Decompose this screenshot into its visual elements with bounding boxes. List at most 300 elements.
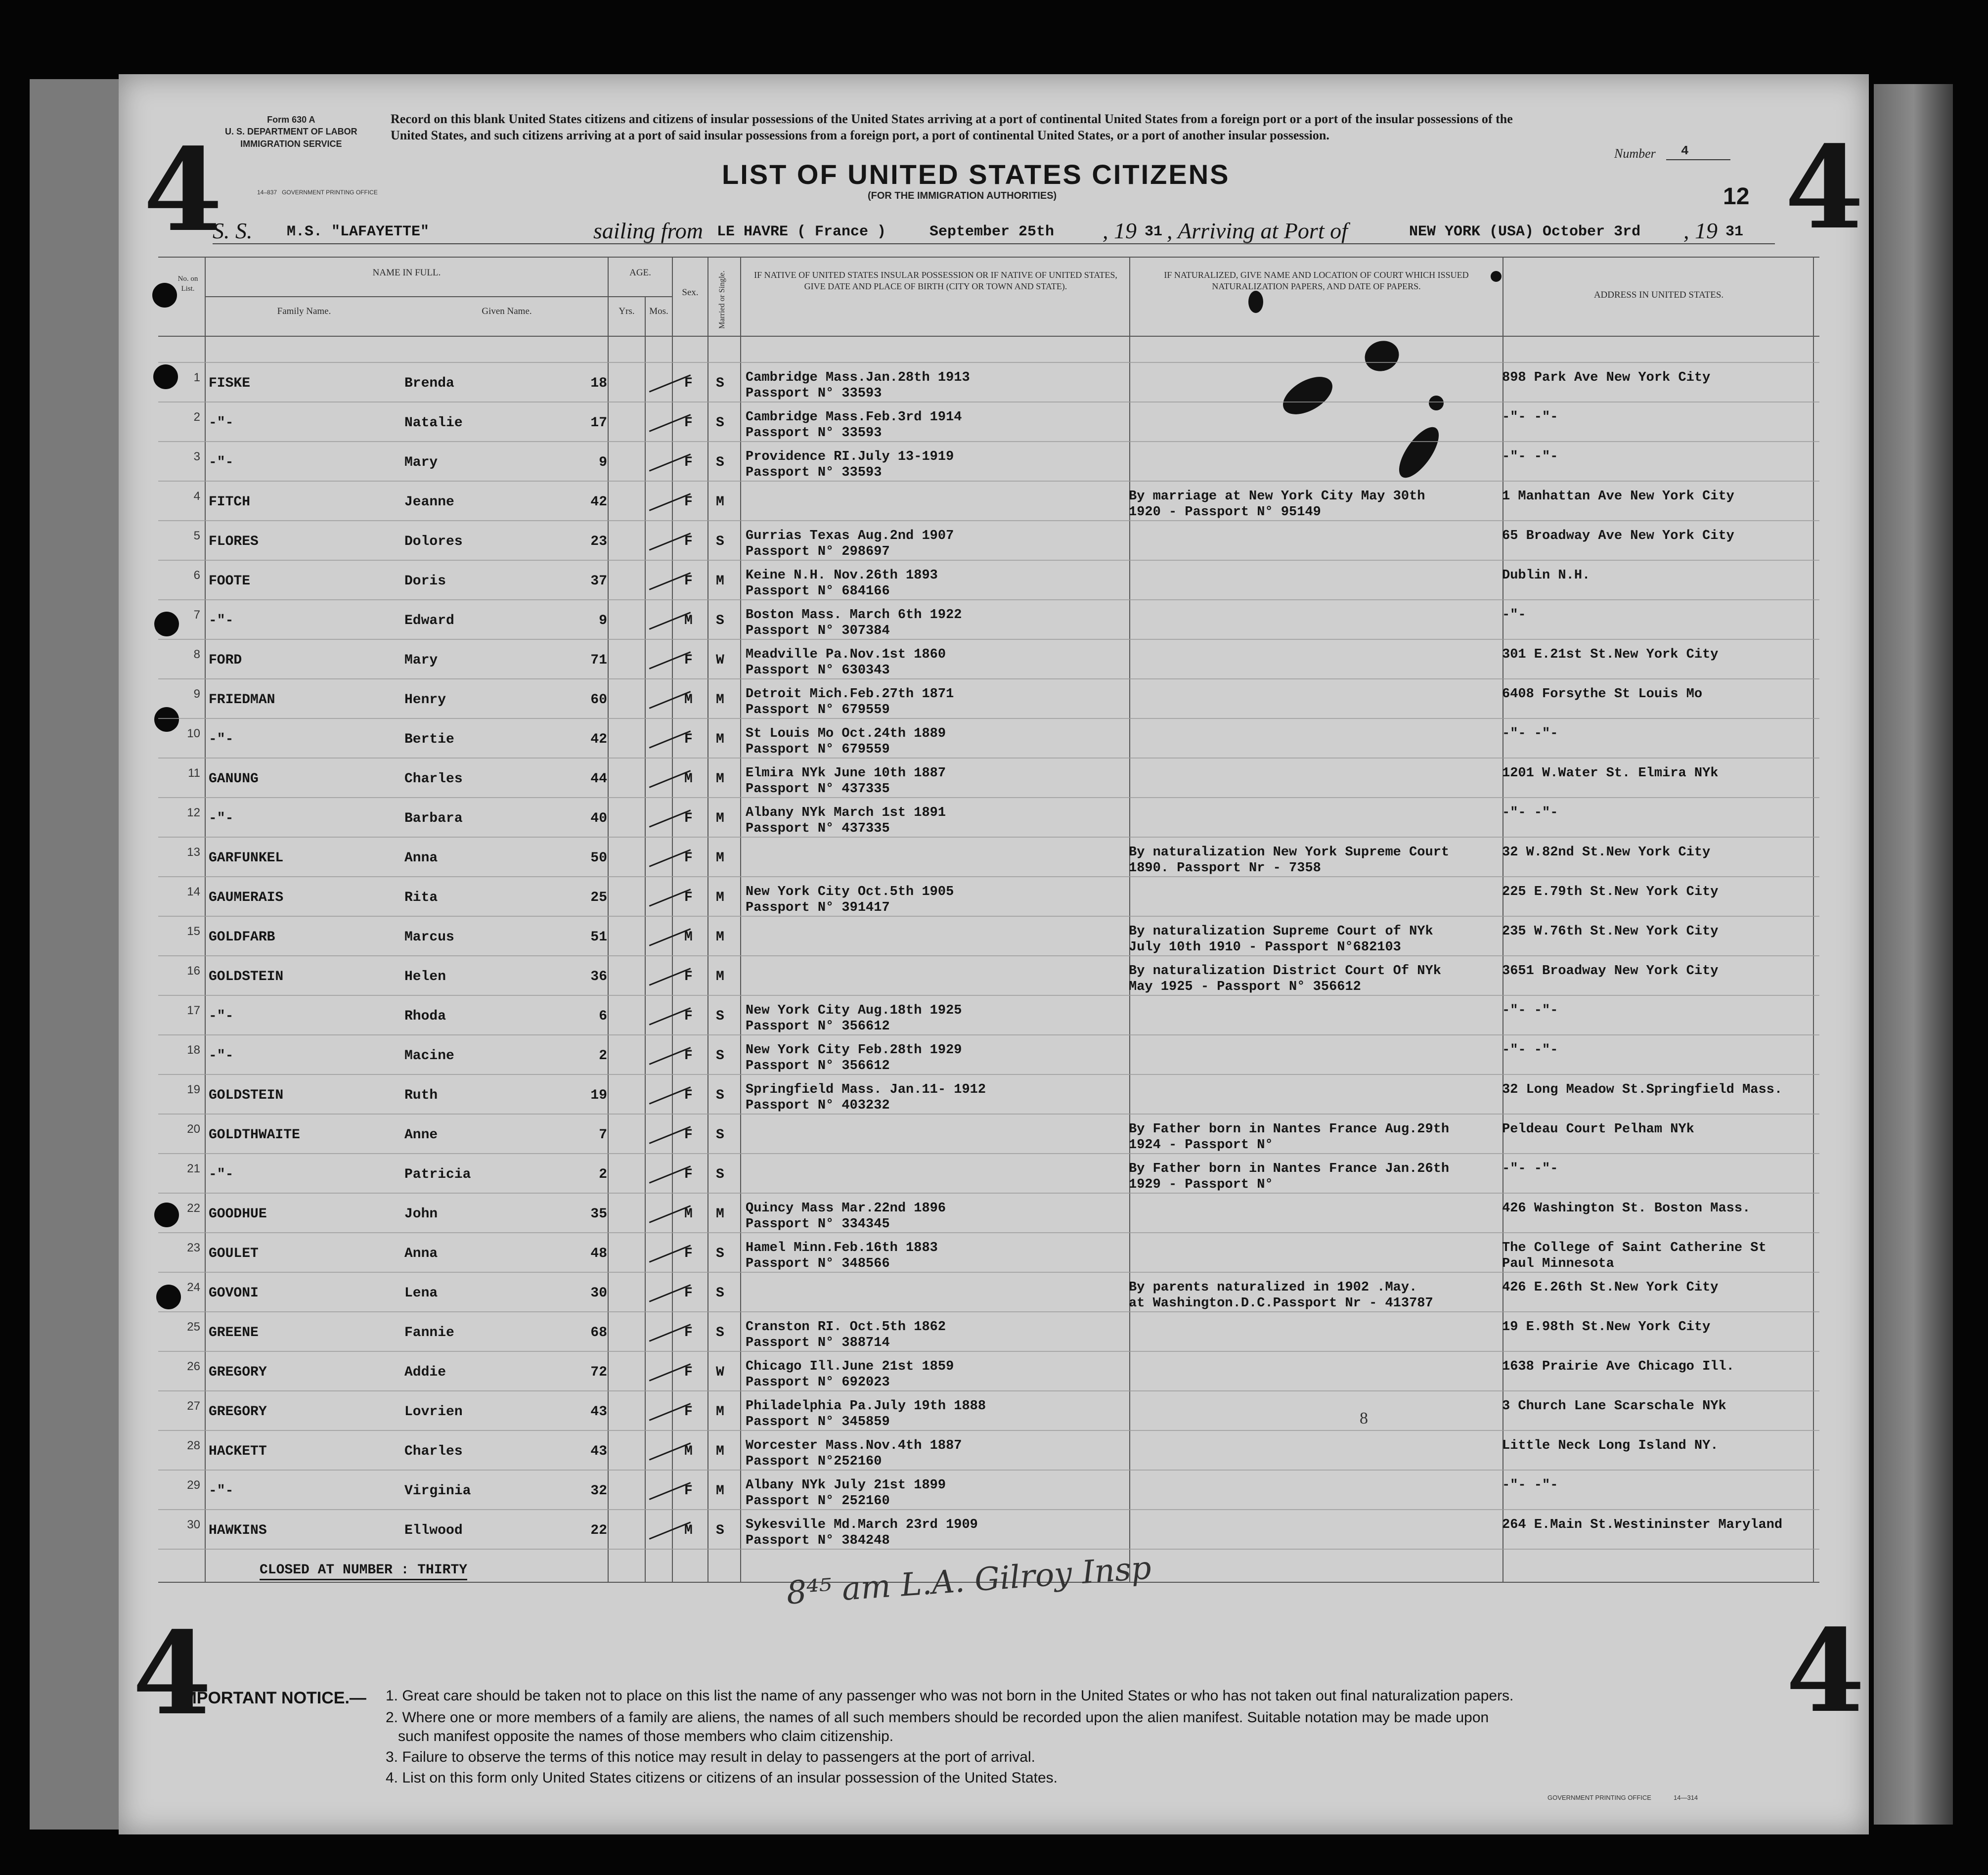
table-row bbox=[0, 1517, 1988, 1557]
marital-status-cell: M bbox=[716, 1444, 724, 1459]
address-cell: 1638 Prairie Ave Chicago Ill. bbox=[1502, 1359, 1734, 1374]
sex-cell: M bbox=[684, 692, 693, 708]
family-name-cell: HACKETT bbox=[209, 1444, 267, 1459]
row-number: 1 bbox=[193, 371, 200, 384]
given-name-cell: Brenda bbox=[404, 376, 454, 391]
sex-cell: F bbox=[684, 1365, 693, 1380]
address-cell: Little Neck Long Island NY. bbox=[1502, 1438, 1719, 1453]
marital-status-cell: M bbox=[716, 732, 724, 747]
year-suffix-1: 31 bbox=[1145, 223, 1163, 240]
family-name-cell: FISKE bbox=[209, 376, 251, 391]
table-row bbox=[0, 607, 1988, 647]
row-number: 8 bbox=[193, 648, 200, 661]
table-row bbox=[0, 647, 1988, 686]
passport-cell: Passport N° 437335 bbox=[746, 821, 890, 836]
sex-cell: M bbox=[684, 930, 693, 945]
family-name-cell: -"- bbox=[209, 613, 234, 628]
marital-status-cell: M bbox=[716, 574, 724, 589]
age-years-cell: 23 bbox=[590, 534, 607, 549]
naturalization-detail-cell: May 1925 - Passport N° 356612 bbox=[1129, 980, 1361, 994]
row-number: 20 bbox=[187, 1122, 200, 1136]
sex-cell: F bbox=[684, 376, 693, 391]
header-name-in-full: NAME IN FULL. bbox=[372, 268, 441, 278]
family-name-cell: -"- bbox=[209, 1048, 234, 1064]
sex-cell: F bbox=[684, 455, 693, 470]
marital-status-cell: S bbox=[716, 455, 724, 470]
age-years-cell: 44 bbox=[590, 771, 607, 787]
naturalization-detail-cell: 1920 - Passport N° 95149 bbox=[1129, 505, 1321, 520]
address-cell: -"- -"- bbox=[1502, 1478, 1558, 1493]
address-cell: 1201 W.Water St. Elmira NYk bbox=[1502, 766, 1719, 781]
passport-cell: Passport N° 345859 bbox=[746, 1415, 890, 1429]
table-row bbox=[0, 1042, 1988, 1082]
marital-status-cell: W bbox=[716, 1365, 724, 1380]
marital-status-cell: M bbox=[716, 890, 724, 905]
row-number: 6 bbox=[193, 569, 200, 582]
address-cell: -"- -"- bbox=[1502, 449, 1558, 464]
birth-place-cell: Chicago Ill.June 21st 1859 bbox=[746, 1359, 954, 1374]
header-age: AGE. bbox=[629, 268, 651, 278]
family-name-cell: GOLDTHWAITE bbox=[209, 1127, 300, 1143]
table-row bbox=[0, 1082, 1988, 1121]
marital-status-cell: M bbox=[716, 811, 724, 826]
table-row bbox=[0, 1438, 1988, 1477]
family-name-cell: GOLDFARB bbox=[209, 930, 275, 945]
passport-cell: Passport N° 437335 bbox=[746, 782, 890, 797]
birth-place-cell: Quincy Mass Mar.22nd 1896 bbox=[746, 1201, 946, 1216]
sex-cell: F bbox=[684, 1088, 693, 1103]
port-from: LE HAVRE ( France ) bbox=[717, 223, 886, 240]
passport-cell: Passport N° 252160 bbox=[746, 1494, 890, 1509]
marital-status-cell: S bbox=[716, 613, 724, 628]
given-name-cell: Anne bbox=[404, 1127, 438, 1143]
table-row bbox=[0, 845, 1988, 884]
voyage-underline bbox=[213, 243, 1775, 244]
age-years-cell: 2 bbox=[599, 1167, 607, 1182]
passport-cell: Passport N° 388714 bbox=[746, 1336, 890, 1350]
row-number: 25 bbox=[187, 1320, 200, 1334]
departure-date: September 25th bbox=[929, 223, 1055, 240]
ss-label: S. S. bbox=[213, 218, 253, 243]
address-cell: 426 E.26th St.New York City bbox=[1502, 1280, 1719, 1295]
given-name-cell: Lovrien bbox=[404, 1404, 463, 1420]
family-name-cell: GAUMERAIS bbox=[209, 890, 284, 905]
marital-status-cell: S bbox=[716, 415, 724, 431]
family-name-cell: GOVONI bbox=[209, 1286, 259, 1301]
table-row bbox=[0, 924, 1988, 963]
table-row bbox=[0, 409, 1988, 449]
birth-place-cell: Boston Mass. March 6th 1922 bbox=[746, 608, 962, 623]
marital-status-cell: M bbox=[716, 771, 724, 787]
sex-cell: F bbox=[684, 494, 693, 510]
header-married-single: Married or Single. bbox=[718, 270, 726, 329]
naturalization-cell: By Father born in Nantes France Jan.26th bbox=[1129, 1161, 1450, 1176]
sex-cell: F bbox=[684, 1483, 693, 1499]
passport-cell: Passport N° 33593 bbox=[746, 426, 882, 441]
row-number: 21 bbox=[187, 1162, 200, 1175]
given-name-cell: Virginia bbox=[404, 1483, 471, 1499]
birth-place-cell: St Louis Mo Oct.24th 1889 bbox=[746, 726, 946, 741]
given-name-cell: Ruth bbox=[404, 1088, 438, 1103]
given-name-cell: Macine bbox=[404, 1048, 454, 1064]
birth-place-cell: Albany NYk July 21st 1899 bbox=[746, 1478, 946, 1493]
age-years-cell: 18 bbox=[590, 376, 607, 391]
address-cell: Dublin N.H. bbox=[1502, 568, 1590, 583]
family-name-cell: GOLDSTEIN bbox=[209, 1088, 284, 1103]
given-name-cell: Patricia bbox=[404, 1167, 471, 1182]
marital-status-cell: S bbox=[716, 1048, 724, 1064]
notice-heading: IMPORTANT NOTICE.— bbox=[178, 1689, 366, 1707]
row-number: 12 bbox=[187, 806, 200, 819]
corner-number-bottom-right: 4 bbox=[1786, 1605, 1865, 1738]
address-cell: 235 W.76th St.New York City bbox=[1502, 924, 1719, 939]
birth-place-cell: Cranston RI. Oct.5th 1862 bbox=[746, 1320, 946, 1335]
sex-cell: M bbox=[684, 613, 693, 628]
sex-cell: F bbox=[684, 1286, 693, 1301]
birth-place-cell: Elmira NYk June 10th 1887 bbox=[746, 766, 946, 781]
passport-cell: Passport N° 679559 bbox=[746, 742, 890, 757]
birth-place-cell: Detroit Mich.Feb.27th 1871 bbox=[746, 687, 954, 702]
age-years-cell: 7 bbox=[599, 1127, 607, 1143]
header-no-on-list: No. on List. bbox=[177, 275, 198, 293]
address-cell: -"- -"- bbox=[1502, 1003, 1558, 1018]
naturalization-cell: By naturalization District Court Of NYk bbox=[1129, 964, 1441, 979]
form-number: Form 630 A bbox=[267, 115, 315, 125]
row-number: 24 bbox=[187, 1281, 200, 1294]
row-number: 17 bbox=[187, 1004, 200, 1017]
marital-status-cell: S bbox=[716, 1286, 724, 1301]
sex-cell: F bbox=[684, 890, 693, 905]
address-cell: 6408 Forsythe St Louis Mo bbox=[1502, 687, 1703, 702]
address-cell: -"- -"- bbox=[1502, 410, 1558, 425]
age-years-cell: 42 bbox=[590, 732, 607, 747]
header-sex: Sex. bbox=[682, 287, 699, 298]
age-years-cell: 22 bbox=[590, 1523, 607, 1538]
notice-item: 4. List on this form only United States citizens or citizens of an insular possession of the United States. bbox=[386, 1770, 1058, 1786]
row-number: 30 bbox=[187, 1518, 200, 1531]
address-cell: 1 Manhattan Ave New York City bbox=[1502, 489, 1734, 504]
given-name-cell: Charles bbox=[404, 771, 463, 787]
address-cell: 225 E.79th St.New York City bbox=[1502, 885, 1719, 899]
marital-status-cell: M bbox=[716, 1483, 724, 1499]
given-name-cell: Henry bbox=[404, 692, 446, 708]
family-name-cell: FLORES bbox=[209, 534, 259, 549]
birth-place-cell: Cambridge Mass.Feb.3rd 1914 bbox=[746, 410, 962, 425]
row-number: 15 bbox=[187, 925, 200, 938]
ink-blot bbox=[1248, 291, 1263, 313]
sex-cell: M bbox=[684, 771, 693, 787]
year-prefix-2: , 19 bbox=[1683, 218, 1718, 243]
department-name: U. S. DEPARTMENT OF LABOR bbox=[225, 127, 357, 137]
address-cell: -"- -"- bbox=[1502, 1161, 1558, 1176]
age-years-cell: 19 bbox=[590, 1088, 607, 1103]
number-label: Number bbox=[1614, 146, 1656, 161]
sex-cell: F bbox=[684, 1246, 693, 1261]
family-name-cell: GREGORY bbox=[209, 1365, 267, 1380]
sex-cell: M bbox=[684, 1206, 693, 1222]
sex-cell: M bbox=[684, 1444, 693, 1459]
year-suffix-2: 31 bbox=[1725, 223, 1744, 240]
inspector-signature: 8⁴⁵ am L.A. Gilroy Insp bbox=[785, 1550, 1152, 1612]
given-name-cell: John bbox=[404, 1206, 438, 1222]
given-name-cell: Mary bbox=[404, 455, 438, 470]
table-row bbox=[0, 489, 1988, 528]
passport-cell: Passport N°252160 bbox=[746, 1454, 882, 1469]
passport-cell: Passport N° 391417 bbox=[746, 900, 890, 915]
given-name-cell: Addie bbox=[404, 1365, 446, 1380]
marital-status-cell: S bbox=[716, 1009, 724, 1024]
row-number: 19 bbox=[187, 1083, 200, 1096]
age-years-cell: 48 bbox=[590, 1246, 607, 1261]
given-name-cell: Edward bbox=[404, 613, 454, 628]
address-cell: -"- -"- bbox=[1502, 805, 1558, 820]
address-cell: 264 E.Main St.Westininster Maryland bbox=[1502, 1518, 1783, 1532]
table-row bbox=[0, 1398, 1988, 1438]
table-row bbox=[0, 1201, 1988, 1240]
marital-status-cell: M bbox=[716, 1206, 724, 1222]
address-cell: 32 W.82nd St.New York City bbox=[1502, 845, 1711, 860]
table-row bbox=[0, 1003, 1988, 1042]
arriving-label: , Arriving at Port of bbox=[1167, 218, 1348, 243]
address-cell: 426 Washington St. Boston Mass. bbox=[1502, 1201, 1751, 1216]
sex-cell: M bbox=[684, 1523, 693, 1538]
age-years-cell: 30 bbox=[590, 1286, 607, 1301]
given-name-cell: Doris bbox=[404, 574, 446, 589]
family-name-cell: FORD bbox=[209, 653, 242, 668]
sex-cell: F bbox=[684, 534, 693, 549]
row-number: 18 bbox=[187, 1043, 200, 1057]
age-years-cell: 50 bbox=[590, 850, 607, 866]
address-cell: 3651 Broadway New York City bbox=[1502, 964, 1719, 979]
birth-place-cell: Sykesville Md.March 23rd 1909 bbox=[746, 1518, 978, 1532]
birth-place-cell: Springfield Mass. Jan.11- 1912 bbox=[746, 1082, 986, 1097]
family-name-cell: -"- bbox=[209, 1009, 234, 1024]
marital-status-cell: S bbox=[716, 1325, 724, 1340]
table-row bbox=[0, 1477, 1988, 1517]
notice-item: such manifest opposite the names of those members who claim citizenship. bbox=[398, 1728, 894, 1744]
naturalization-cell: By naturalization New York Supreme Court bbox=[1129, 845, 1450, 860]
passport-cell: Passport N° 307384 bbox=[746, 624, 890, 638]
passport-cell: Passport N° 356612 bbox=[746, 1019, 890, 1034]
printing-office-footer: GOVERNMENT PRINTING OFFICE bbox=[1547, 1794, 1651, 1801]
naturalization-cell: By naturalization Supreme Court of NYk bbox=[1129, 924, 1433, 939]
given-name-cell: Dolores bbox=[404, 534, 463, 549]
given-name-cell: Charles bbox=[404, 1444, 463, 1459]
table-row bbox=[0, 449, 1988, 489]
table-row bbox=[0, 1240, 1988, 1280]
port-to: NEW YORK (USA) October 3rd bbox=[1409, 223, 1641, 240]
age-years-cell: 71 bbox=[590, 653, 607, 668]
age-years-cell: 36 bbox=[590, 969, 607, 984]
sex-cell: F bbox=[684, 415, 693, 431]
given-name-cell: Anna bbox=[404, 1246, 438, 1261]
address-cell: 65 Broadway Ave New York City bbox=[1502, 529, 1734, 543]
passport-cell: Passport N° 33593 bbox=[746, 386, 882, 401]
address-cell: -"- -"- bbox=[1502, 1043, 1558, 1058]
table-row bbox=[0, 1161, 1988, 1201]
table-row bbox=[0, 765, 1988, 805]
table-row bbox=[0, 1359, 1988, 1398]
family-name-cell: GOLDSTEIN bbox=[209, 969, 284, 984]
family-name-cell: -"- bbox=[209, 455, 234, 470]
address-cell: 898 Park Ave New York City bbox=[1502, 370, 1711, 385]
marital-status-cell: S bbox=[716, 1127, 724, 1143]
table-row bbox=[0, 370, 1988, 409]
sex-cell: F bbox=[684, 574, 693, 589]
address-cell: The College of Saint Catherine St bbox=[1502, 1241, 1767, 1255]
family-name-cell: -"- bbox=[209, 732, 234, 747]
age-years-cell: 51 bbox=[590, 930, 607, 945]
row-number: 9 bbox=[193, 687, 200, 701]
birth-place-cell: Meadville Pa.Nov.1st 1860 bbox=[746, 647, 946, 662]
family-name-cell: HAWKINS bbox=[209, 1523, 267, 1538]
row-number: 11 bbox=[188, 766, 200, 780]
form-identifier bbox=[225, 114, 357, 150]
given-name-cell: Anna bbox=[404, 850, 438, 866]
given-name-cell: Natalie bbox=[404, 415, 463, 431]
header-given-name: Given Name. bbox=[482, 306, 532, 316]
sailing-label: sailing from bbox=[593, 218, 703, 243]
row-number: 10 bbox=[187, 727, 200, 740]
row-number: 16 bbox=[187, 964, 200, 978]
table-row bbox=[0, 805, 1988, 845]
age-years-cell: 68 bbox=[590, 1325, 607, 1340]
passport-cell: Passport N° 630343 bbox=[746, 663, 890, 678]
marital-status-cell: S bbox=[716, 1246, 724, 1261]
age-years-cell: 72 bbox=[590, 1365, 607, 1380]
address-cell: -"- -"- bbox=[1502, 726, 1558, 741]
marital-status-cell: S bbox=[716, 1523, 724, 1538]
stray-pencil-mark: 8 bbox=[1360, 1409, 1368, 1428]
table-row bbox=[0, 963, 1988, 1003]
marital-status-cell: M bbox=[716, 930, 724, 945]
notice-item: 1. Great care should be taken not to place on this list the name of any passenger who was not born in the United States or who has not taken out final naturalization papers. bbox=[386, 1688, 1514, 1704]
sex-cell: F bbox=[684, 969, 693, 984]
marital-status-cell: M bbox=[716, 850, 724, 866]
passport-cell: Passport N° 684166 bbox=[746, 584, 890, 599]
passport-cell: Passport N° 692023 bbox=[746, 1375, 890, 1390]
given-name-cell: Marcus bbox=[404, 930, 454, 945]
birth-place-cell: Albany NYk March 1st 1891 bbox=[746, 805, 946, 820]
passport-cell: Passport N° 403232 bbox=[746, 1098, 890, 1113]
family-name-cell: FITCH bbox=[209, 494, 251, 510]
row-number: 28 bbox=[187, 1439, 200, 1452]
number-value: 4 bbox=[1681, 143, 1689, 158]
year-prefix-1: , 19 bbox=[1103, 218, 1137, 243]
given-name-cell: Barbara bbox=[404, 811, 463, 826]
corner-number-bottom-left: 4 bbox=[133, 1607, 212, 1741]
birth-place-cell: Philadelphia Pa.July 19th 1888 bbox=[746, 1399, 986, 1414]
sex-cell: F bbox=[684, 732, 693, 747]
preamble-text: Record on this blank United States citizens and citizens of insular possessions of the United States arriving at a port of continental United States from a foreign port or a port of the insular possessions of the United States, and such citizens arriving at a port of said insular possessions from a foreign port, a port of continental United States, or a port of another insular possession. bbox=[391, 112, 1513, 142]
table-row bbox=[0, 884, 1988, 924]
row-number: 7 bbox=[193, 608, 200, 622]
header-yrs: Yrs. bbox=[618, 306, 635, 316]
age-years-cell: 25 bbox=[590, 890, 607, 905]
given-name-cell: Mary bbox=[404, 653, 438, 668]
row-number: 26 bbox=[187, 1360, 200, 1373]
row-number: 13 bbox=[187, 846, 200, 859]
sex-cell: F bbox=[684, 1127, 693, 1143]
row-number: 27 bbox=[187, 1399, 200, 1413]
header-address: ADDRESS IN UNITED STATES. bbox=[1593, 290, 1724, 300]
naturalization-cell: By marriage at New York City May 30th bbox=[1129, 489, 1425, 504]
given-name-cell: Rhoda bbox=[404, 1009, 446, 1024]
table-row bbox=[0, 686, 1988, 726]
given-name-cell: Bertie bbox=[404, 732, 454, 747]
sex-cell: F bbox=[684, 811, 693, 826]
birth-place-cell: New York City Feb.28th 1929 bbox=[746, 1043, 962, 1058]
birth-place-cell: Keine N.H. Nov.26th 1893 bbox=[746, 568, 938, 583]
address-cell: 3 Church Lane Scarschale NYk bbox=[1502, 1399, 1726, 1414]
marital-status-cell: M bbox=[716, 1404, 724, 1420]
age-years-cell: 42 bbox=[590, 494, 607, 510]
notice-item: 2. Where one or more members of a family are aliens, the names of all such members should be recorded upon the alien manifest. Suitable notation may be made upon bbox=[386, 1709, 1489, 1726]
table-row bbox=[0, 1280, 1988, 1319]
passport-cell: Passport N° 334345 bbox=[746, 1217, 890, 1232]
age-years-cell: 40 bbox=[590, 811, 607, 826]
marital-status-cell: S bbox=[716, 1088, 724, 1103]
closed-at-number: CLOSED AT NUMBER : THIRTY bbox=[260, 1562, 467, 1580]
given-name-cell: Ellwood bbox=[404, 1523, 463, 1538]
marital-status-cell: M bbox=[716, 692, 724, 708]
age-years-cell: 43 bbox=[590, 1404, 607, 1420]
marital-status-cell: S bbox=[716, 376, 724, 391]
family-name-cell: GOODHUE bbox=[209, 1206, 267, 1222]
table-row bbox=[0, 528, 1988, 568]
marital-status-cell: S bbox=[716, 1167, 724, 1182]
sex-cell: F bbox=[684, 1009, 693, 1024]
birth-place-cell: Worcester Mass.Nov.4th 1887 bbox=[746, 1438, 962, 1453]
naturalization-detail-cell: 1924 - Passport N° bbox=[1129, 1138, 1273, 1153]
service-name: IMMIGRATION SERVICE bbox=[240, 138, 342, 149]
birth-place-cell: Gurrias Texas Aug.2nd 1907 bbox=[746, 529, 954, 543]
given-name-cell: Jeanne bbox=[404, 494, 454, 510]
sex-cell: F bbox=[684, 1404, 693, 1420]
address-detail-cell: Paul Minnesota bbox=[1502, 1256, 1614, 1271]
number-underline bbox=[1666, 159, 1730, 160]
naturalization-cell: By Father born in Nantes France Aug.29th bbox=[1129, 1122, 1450, 1137]
row-number: 2 bbox=[193, 410, 200, 424]
naturalization-detail-cell: 1890. Passport Nr - 7358 bbox=[1129, 861, 1321, 876]
sex-cell: F bbox=[684, 1325, 693, 1340]
row-number: 5 bbox=[193, 529, 200, 542]
table-row bbox=[0, 568, 1988, 607]
voyage-line bbox=[213, 218, 1775, 247]
table-row bbox=[0, 726, 1988, 765]
given-name-cell: Fannie bbox=[404, 1325, 454, 1340]
header-birth: IF NATIVE OF UNITED STATES INSULAR POSSESSION OR IF NATIVE OF UNITED STATES, GIVE DATE AND PLACE OF BIRTH (CITY OR TOWN AND STATE). bbox=[754, 270, 1117, 292]
naturalization-cell: By parents naturalized in 1902 .May. bbox=[1129, 1280, 1417, 1295]
row-number: 29 bbox=[187, 1478, 200, 1492]
passport-cell: Passport N° 384248 bbox=[746, 1533, 890, 1548]
address-cell: -"- bbox=[1502, 608, 1526, 623]
age-years-cell: 6 bbox=[599, 1009, 607, 1024]
address-cell: 19 E.98th St.New York City bbox=[1502, 1320, 1711, 1335]
address-cell: Peldeau Court Pelham NYk bbox=[1502, 1122, 1694, 1137]
naturalization-detail-cell: at Washington.D.C.Passport Nr - 413787 bbox=[1129, 1296, 1433, 1311]
age-years-cell: 43 bbox=[590, 1444, 607, 1459]
given-name-cell: Rita bbox=[404, 890, 438, 905]
notice-item: 3. Failure to observe the terms of this notice may result in delay to passengers at the port of arrival. bbox=[386, 1749, 1035, 1765]
family-name-cell: GANUNG bbox=[209, 771, 259, 787]
passport-cell: Passport N° 356612 bbox=[746, 1059, 890, 1073]
age-years-cell: 17 bbox=[590, 415, 607, 431]
family-name-cell: -"- bbox=[209, 1483, 234, 1499]
family-name-cell: GREENE bbox=[209, 1325, 259, 1340]
family-name-cell: -"- bbox=[209, 415, 234, 431]
age-years-cell: 35 bbox=[590, 1206, 607, 1222]
